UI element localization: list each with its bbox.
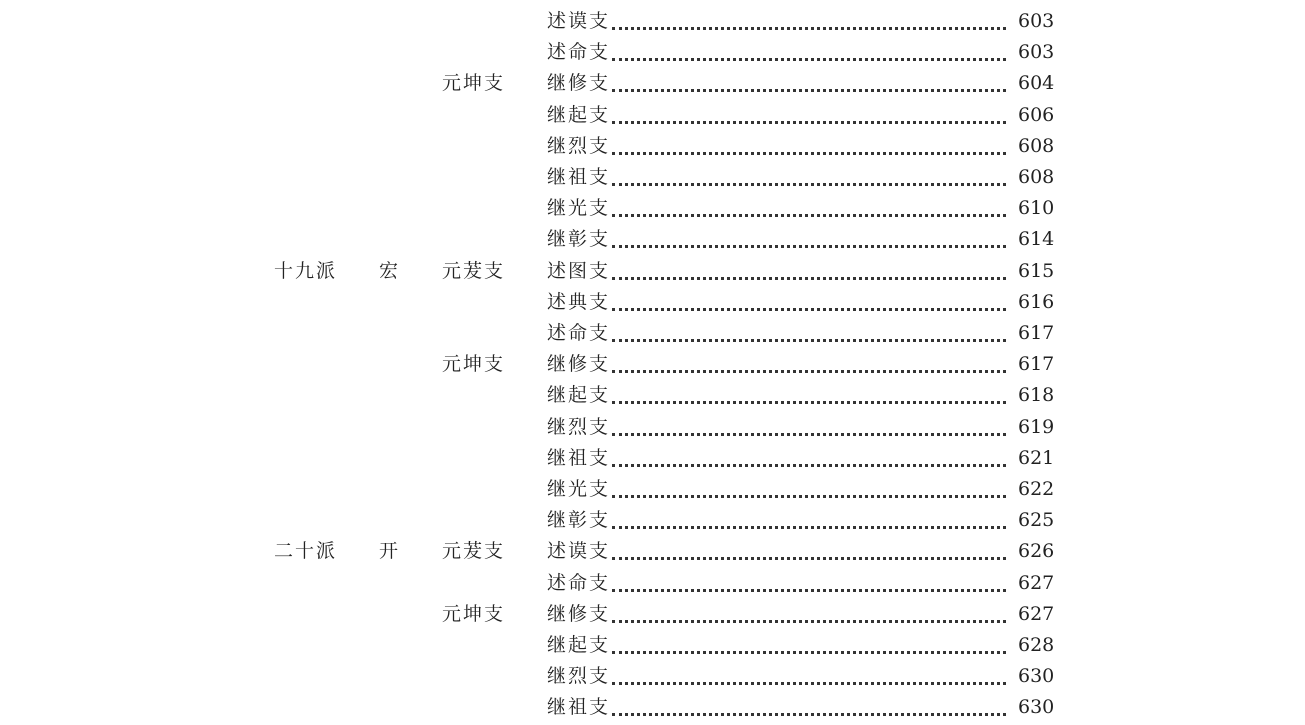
page-number: 622 <box>1018 478 1055 500</box>
toc-entry[interactable] <box>0 256 1305 287</box>
dot-leader <box>612 277 1006 280</box>
toc-entry[interactable] <box>0 224 1305 255</box>
branch-label: 述命支 <box>547 41 611 64</box>
dot-leader <box>612 121 1006 124</box>
toc-entry[interactable] <box>0 68 1305 99</box>
generation-character: 宏 <box>379 259 401 282</box>
dot-leader <box>612 464 1006 467</box>
branch-label: 继起支 <box>547 384 611 407</box>
dot-leader <box>612 495 1006 498</box>
branch-label: 述谟支 <box>547 10 611 32</box>
page-number: 628 <box>1018 634 1055 656</box>
page-number: 619 <box>1018 415 1055 438</box>
page-number: 615 <box>1018 259 1055 282</box>
toc-entry[interactable] <box>0 505 1305 536</box>
page-number: 614 <box>1018 228 1055 251</box>
sub-branch-label: 元坤支 <box>442 353 506 376</box>
page-number: 603 <box>1018 41 1055 64</box>
page-number: 610 <box>1018 197 1055 220</box>
branch-label: 述谟支 <box>547 540 611 563</box>
dot-leader <box>612 183 1006 186</box>
dot-leader <box>612 370 1006 373</box>
dot-leader <box>612 620 1006 623</box>
dot-leader <box>612 713 1006 716</box>
toc-entry[interactable] <box>0 131 1305 162</box>
branch-label: 继烈支 <box>547 665 611 688</box>
page-number: 617 <box>1018 322 1055 344</box>
pai-label: 十九派 <box>274 259 338 282</box>
toc-entry[interactable] <box>0 6 1305 37</box>
branch-label: 继修支 <box>547 72 611 95</box>
branch-label: 继烈支 <box>547 415 611 438</box>
dot-leader <box>612 89 1006 92</box>
sub-branch-label: 元茇支 <box>442 259 506 282</box>
dot-leader <box>612 557 1006 560</box>
toc-entry[interactable] <box>0 100 1305 131</box>
toc-entry[interactable] <box>0 162 1305 193</box>
page-number: 618 <box>1018 384 1055 407</box>
page-number: 625 <box>1018 509 1055 532</box>
toc-entry[interactable] <box>0 443 1305 474</box>
page-number: 630 <box>1018 665 1055 688</box>
page-number: 616 <box>1018 290 1055 313</box>
toc-entry[interactable] <box>0 474 1305 505</box>
branch-label: 述典支 <box>547 290 611 313</box>
dot-leader <box>612 401 1006 404</box>
dot-leader <box>612 214 1006 217</box>
branch-label: 述命支 <box>547 322 611 344</box>
toc-entry[interactable] <box>0 412 1305 443</box>
dot-leader <box>612 152 1006 155</box>
dot-leader <box>612 589 1006 592</box>
branch-label: 继烈支 <box>547 134 611 157</box>
dot-leader <box>612 308 1006 311</box>
toc-entry[interactable] <box>0 349 1305 380</box>
branch-label: 继祖支 <box>547 696 611 719</box>
generation-character: 开 <box>379 540 401 563</box>
sub-branch-label: 元茇支 <box>442 540 506 563</box>
branch-label: 述命支 <box>547 571 611 594</box>
toc-entry[interactable] <box>0 536 1305 567</box>
toc-entry[interactable] <box>0 568 1305 599</box>
dot-leader <box>612 526 1006 529</box>
dot-leader <box>612 58 1006 61</box>
branch-label: 继起支 <box>547 634 611 656</box>
sub-branch-label: 元坤支 <box>442 602 506 625</box>
page-number: 626 <box>1018 540 1055 563</box>
toc-entry[interactable] <box>0 193 1305 224</box>
toc-entry[interactable] <box>0 318 1305 349</box>
sub-branch-label: 元坤支 <box>442 72 506 95</box>
dot-leader <box>612 433 1006 436</box>
page-number: 603 <box>1018 10 1055 32</box>
branch-label: 继起支 <box>547 103 611 126</box>
toc-entry[interactable] <box>0 661 1305 692</box>
toc-entry[interactable] <box>0 692 1305 723</box>
dot-leader <box>612 339 1006 342</box>
page-number: 627 <box>1018 571 1055 594</box>
branch-label: 述图支 <box>547 259 611 282</box>
toc-entry[interactable] <box>0 599 1305 630</box>
dot-leader <box>612 245 1006 248</box>
branch-label: 继彰支 <box>547 228 611 251</box>
dot-leader <box>612 651 1006 654</box>
page-number: 621 <box>1018 446 1055 469</box>
toc-entry[interactable] <box>0 37 1305 68</box>
page-number: 606 <box>1018 103 1055 126</box>
dot-leader <box>612 682 1006 685</box>
branch-label: 继光支 <box>547 197 611 220</box>
branch-label: 继修支 <box>547 353 611 376</box>
page-number: 608 <box>1018 134 1055 157</box>
dot-leader <box>612 27 1006 30</box>
branch-label: 继祖支 <box>547 446 611 469</box>
page-number: 617 <box>1018 353 1055 376</box>
page-number: 608 <box>1018 166 1055 188</box>
page-number: 627 <box>1018 602 1055 625</box>
branch-label: 继光支 <box>547 478 611 500</box>
branch-label: 继祖支 <box>547 166 611 188</box>
branch-label: 继修支 <box>547 602 611 625</box>
pai-label: 二十派 <box>274 540 338 563</box>
toc-entry[interactable] <box>0 287 1305 318</box>
toc-entry[interactable] <box>0 630 1305 661</box>
page-number: 604 <box>1018 72 1055 95</box>
toc-entry[interactable] <box>0 380 1305 411</box>
branch-label: 继彰支 <box>547 509 611 532</box>
page-number: 630 <box>1018 696 1055 719</box>
